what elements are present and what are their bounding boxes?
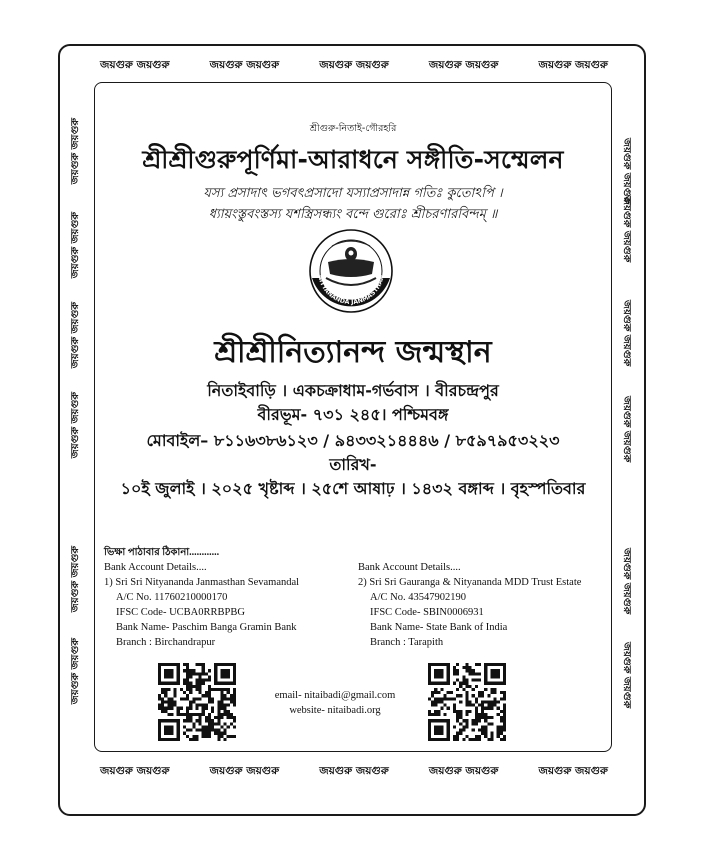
invocation-text: শ্রীগুরু-নিতাই-গৌরহরি: [309, 123, 397, 134]
donation-address-heading: ভিক্ষা পাঠাবার ঠিকানা............: [104, 547, 220, 558]
address-line-1: নিতাইবাড়ি । একচক্রাধাম-গর্ভবাস । বীরচন্দ্রপুর: [207, 381, 499, 400]
border-phrase: জয়গুরু জয়গুরু: [319, 765, 389, 777]
organisation-name: শ্রীশ্রীনিত্যানন্দ জন্মস্থান: [214, 335, 492, 370]
account-name: 2) Sri Sri Gauranga & Nityananda MDD Trust Estate: [358, 577, 582, 588]
border-phrase: জয়গুরু জয়গুরু: [70, 546, 81, 613]
border-phrase: জয়গুরু জয়গুরু: [70, 302, 81, 369]
border-phrase: জয়গুরু জয়গুরু: [209, 59, 280, 71]
ifsc-code: IFSC Code- UCBA0RRBPBG: [116, 607, 245, 618]
border-phrase: জয়গুরু জয়গুরু: [428, 59, 499, 71]
border-phrase: জয়গুরু জয়গুরু: [100, 765, 170, 777]
border-phrase: জয়গুরু জয়গুরু: [538, 59, 608, 71]
border-phrase: জয়গুরু জয়গুরু: [621, 548, 632, 615]
logo-ring-text: NITYANANDA JANMASTHAN: [316, 274, 386, 307]
border-text-top: [100, 58, 608, 75]
event-title: শ্রীশ্রীগুরুপূর্ণিমা-আরাধনে সঙ্গীতি-সম্মেলন: [142, 145, 564, 174]
qr-code-icon: [428, 663, 506, 741]
border-phrase: জয়গুরু জয়গুরু: [70, 118, 81, 185]
bank-name: Bank Name- State Bank of India: [370, 622, 508, 633]
border-phrase: জয়গুরু জয়গুরু: [621, 196, 632, 263]
branch-name: Branch : Tarapith: [370, 637, 444, 648]
bank-account-left: [104, 560, 299, 650]
account-name: 1) Sri Sri Nityananda Janmasthan Sevamandal: [104, 577, 300, 588]
border-phrase: জয়গুরু জয়গুরু: [70, 392, 81, 459]
border-phrase: জয়গুরু জয়গুরু: [621, 300, 632, 367]
sloka-line-1: যস্য প্রসাদাৎ ভগবৎপ্রসাদো যস্যাপ্রসাদান্ন গতিঃ কুতোঽপি ।: [203, 186, 503, 201]
border-phrase: জয়গুরু জয়গুরু: [70, 638, 81, 705]
border-phrase: জয়গুরু জয়গুরু: [538, 765, 608, 777]
website-text: website- nitaibadi.org: [289, 705, 381, 716]
border-phrase: জয়গুরু জয়গুরু: [70, 212, 81, 279]
border-phrase: জয়গুরু জয়গুরু: [621, 642, 632, 709]
bank-title: Bank Account Details....: [358, 562, 461, 573]
bank-name: Bank Name- Paschim Banga Gramin Bank: [116, 622, 297, 633]
border-text-bottom: [100, 764, 608, 781]
border-phrase: জয়গুরু জয়গুরু: [100, 59, 170, 71]
ifsc-code: IFSC Code- SBIN0006931: [370, 607, 484, 618]
address-line-2: বীরভূম- ৭৩১ ২৪৫। পশ্চিমবঙ্গ: [257, 405, 449, 424]
border-phrase: জয়গুরু জয়গুরু: [621, 138, 632, 205]
date-label: তারিখ-: [329, 455, 377, 474]
sloka-line-2: ধ্যায়ংস্তুবংস্তস্য যশস্ত্রিসন্ধ্যং বন্দে গুরোঃ শ্রীচরণারবিন্দম্ ॥: [208, 207, 498, 222]
account-number: A/C No. 11760210000170: [116, 592, 228, 603]
bank-account-right: [358, 560, 581, 650]
branch-name: Branch : Birchandrapur: [116, 637, 216, 648]
date-text: ১০ই জুলাই । ২০২৫ খৃষ্টাব্দ । ২৫শে আষাঢ় । ১৪৩২ বঙ্গাব্দ । বৃহস্পতিবার: [120, 479, 586, 498]
contact-info: [250, 688, 420, 718]
border-phrase: জয়গুরু জয়গুরু: [319, 59, 389, 71]
account-number: A/C No. 43547902190: [370, 592, 466, 603]
bank-title: Bank Account Details....: [104, 562, 207, 573]
mobile-numbers: মোবাইল– ৮১১৬৩৮৬১২৩ / ৯৪৩৩২১৪৪৪৬ / ৮৫৯৭৯৫৩২২৩: [146, 431, 560, 450]
border-phrase: জয়গুরু জয়গুরু: [209, 765, 280, 777]
email-text: email- nitaibadi@gmail.com: [274, 690, 396, 701]
mridanga-emblem-icon: [308, 228, 394, 314]
border-phrase: জয়গুরু জয়গুরু: [428, 765, 499, 777]
qr-code-icon: [158, 663, 236, 741]
border-phrase: জয়গুরু জয়গুরু: [621, 396, 632, 463]
